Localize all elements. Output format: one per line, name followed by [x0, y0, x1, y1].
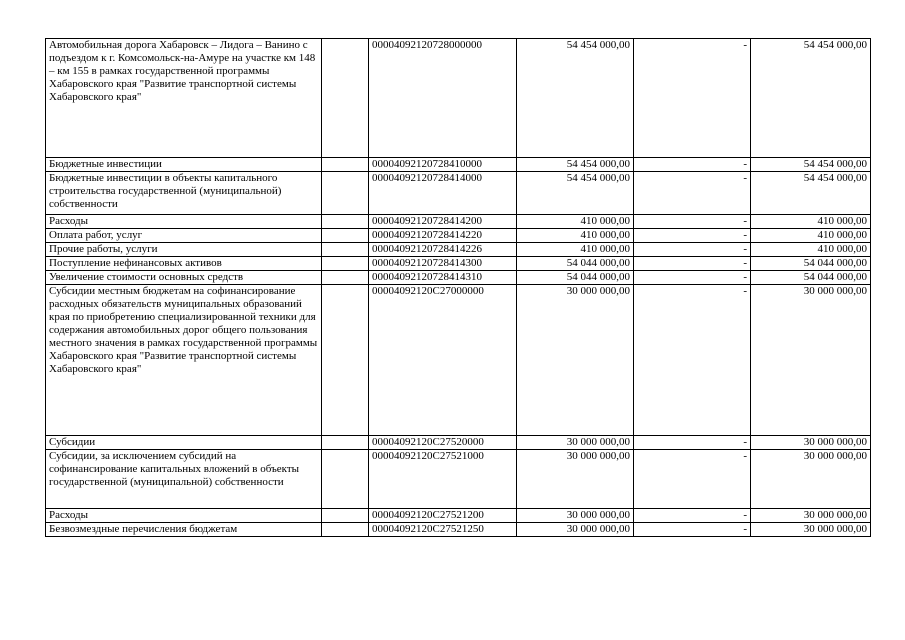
row-code-cell: 00004092120С27521250 [369, 523, 517, 537]
row-total-cell: 410 000,00 [751, 229, 871, 243]
table-row [46, 523, 871, 537]
row-blank-cell [322, 158, 369, 172]
table-row [46, 285, 871, 436]
row-change-cell: - [634, 39, 751, 158]
row-blank-cell [322, 450, 369, 509]
row-total-cell: 54 454 000,00 [751, 39, 871, 158]
table-row [46, 450, 871, 509]
row-change-cell: - [634, 509, 751, 523]
row-total-cell: 54 044 000,00 [751, 271, 871, 285]
table-row [46, 271, 871, 285]
row-name-cell: Поступление нефинансовых активов [46, 257, 322, 271]
row-code-cell: 00004092120С27521000 [369, 450, 517, 509]
row-change-cell: - [634, 243, 751, 257]
row-blank-cell [322, 229, 369, 243]
row-change-cell: - [634, 257, 751, 271]
row-blank-cell [322, 215, 369, 229]
row-total-cell: 410 000,00 [751, 243, 871, 257]
row-amount-cell: 54 454 000,00 [517, 172, 634, 215]
row-name-cell: Расходы [46, 215, 322, 229]
table-row [46, 172, 871, 215]
row-name-cell: Бюджетные инвестиции в объекты капитального строительства государственной (муниципальной) собственности [46, 172, 322, 215]
row-change-cell: - [634, 436, 751, 450]
row-total-cell: 30 000 000,00 [751, 523, 871, 537]
table-row [46, 257, 871, 271]
row-change-cell: - [634, 215, 751, 229]
row-name-cell: Субсидии [46, 436, 322, 450]
table-row [46, 215, 871, 229]
row-code-cell: 00004092120728414220 [369, 229, 517, 243]
row-name-cell: Субсидии, за исключением субсидий на софинансирование капитальных вложений в объекты государственной (муниципальной) собственности [46, 450, 322, 509]
row-change-cell: - [634, 158, 751, 172]
row-change-cell: - [634, 450, 751, 509]
row-blank-cell [322, 271, 369, 285]
budget-table-body [46, 39, 871, 537]
row-blank-cell [322, 243, 369, 257]
row-code-cell: 00004092120728414300 [369, 257, 517, 271]
row-code-cell: 00004092120728410000 [369, 158, 517, 172]
table-row [46, 509, 871, 523]
row-total-cell: 30 000 000,00 [751, 509, 871, 523]
row-change-cell: - [634, 523, 751, 537]
row-code-cell: 00004092120С27520000 [369, 436, 517, 450]
row-total-cell: 30 000 000,00 [751, 436, 871, 450]
table-row [46, 436, 871, 450]
row-total-cell: 54 454 000,00 [751, 172, 871, 215]
row-amount-cell: 54 454 000,00 [517, 39, 634, 158]
row-code-cell: 00004092120С27521200 [369, 509, 517, 523]
row-total-cell: 410 000,00 [751, 215, 871, 229]
row-name-cell: Автомобильная дорога Хабаровск – Лидога – Ванино с подъездом к г. Комсомольск-на-Амуре на участке км 148 – км 155 в рамках государственной программы Хабаровского края "Развитие транспортной системы Хабаровского края" [46, 39, 322, 158]
row-blank-cell [322, 436, 369, 450]
row-name-cell: Безвозмездные перечисления бюджетам [46, 523, 322, 537]
row-name-cell: Увеличение стоимости основных средств [46, 271, 322, 285]
row-amount-cell: 30 000 000,00 [517, 509, 634, 523]
row-amount-cell: 410 000,00 [517, 229, 634, 243]
row-code-cell: 00004092120728414226 [369, 243, 517, 257]
row-change-cell: - [634, 285, 751, 436]
budget-table [45, 38, 871, 537]
row-amount-cell: 30 000 000,00 [517, 436, 634, 450]
row-total-cell: 54 044 000,00 [751, 257, 871, 271]
row-amount-cell: 54 454 000,00 [517, 158, 634, 172]
row-name-cell: Расходы [46, 509, 322, 523]
row-code-cell: 00004092120728000000 [369, 39, 517, 158]
row-amount-cell: 30 000 000,00 [517, 450, 634, 509]
row-change-cell: - [634, 172, 751, 215]
row-amount-cell: 54 044 000,00 [517, 271, 634, 285]
row-name-cell: Прочие работы, услуги [46, 243, 322, 257]
table-row [46, 243, 871, 257]
row-amount-cell: 30 000 000,00 [517, 285, 634, 436]
row-code-cell: 00004092120С27000000 [369, 285, 517, 436]
row-name-cell: Бюджетные инвестиции [46, 158, 322, 172]
row-change-cell: - [634, 229, 751, 243]
row-blank-cell [322, 172, 369, 215]
table-row [46, 158, 871, 172]
row-blank-cell [322, 285, 369, 436]
row-amount-cell: 54 044 000,00 [517, 257, 634, 271]
row-blank-cell [322, 509, 369, 523]
table-row [46, 39, 871, 158]
row-amount-cell: 410 000,00 [517, 215, 634, 229]
table-row [46, 229, 871, 243]
row-code-cell: 00004092120728414200 [369, 215, 517, 229]
row-blank-cell [322, 39, 369, 158]
row-name-cell: Оплата работ, услуг [46, 229, 322, 243]
row-name-cell: Субсидии местным бюджетам на софинансирование расходных обязательств муниципальных образований края по приобретению специализированной техники для содержания автомобильных дорог общего пользования местного значения в рамках государственной программы Хабаровского края "Развитие транспортной системы Хабаровского края" [46, 285, 322, 436]
row-blank-cell [322, 257, 369, 271]
row-blank-cell [322, 523, 369, 537]
row-total-cell: 54 454 000,00 [751, 158, 871, 172]
row-total-cell: 30 000 000,00 [751, 285, 871, 436]
row-change-cell: - [634, 271, 751, 285]
row-code-cell: 00004092120728414000 [369, 172, 517, 215]
row-total-cell: 30 000 000,00 [751, 450, 871, 509]
row-code-cell: 00004092120728414310 [369, 271, 517, 285]
row-amount-cell: 30 000 000,00 [517, 523, 634, 537]
row-amount-cell: 410 000,00 [517, 243, 634, 257]
